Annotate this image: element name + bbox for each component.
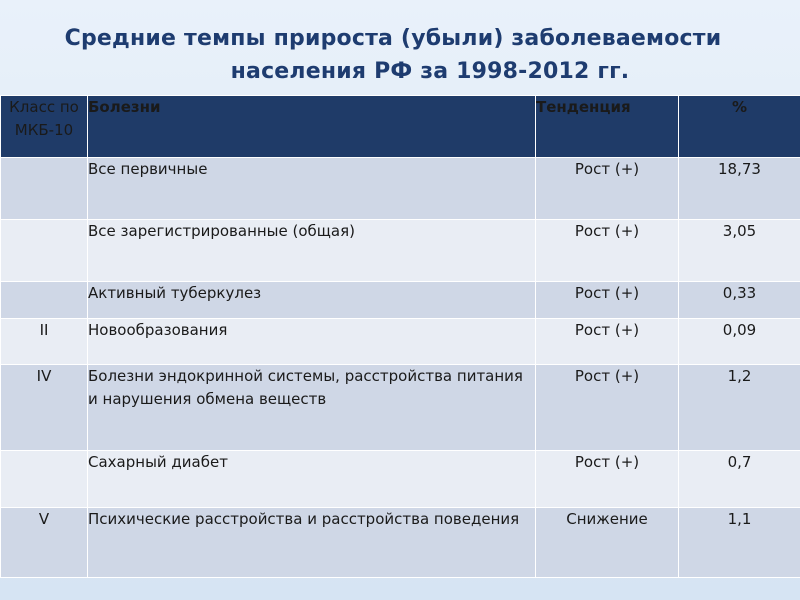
- row-disease: Болезни эндокринной системы, расстройства питания и нарушения обмена веществ: [88, 365, 536, 451]
- row-trend: Рост (+): [536, 220, 679, 282]
- title-line-1: Средние темпы прироста (убыли) заболеваемости: [64, 26, 722, 51]
- row-disease: Все первичные: [88, 158, 536, 220]
- row-trend: Рост (+): [536, 319, 679, 365]
- row-class: IV: [1, 365, 88, 451]
- header-class: Класс по МКБ-10: [1, 96, 88, 158]
- slide-title: [0, 22, 800, 88]
- row-percent: 3,05: [679, 220, 800, 282]
- table-row: [1, 220, 800, 282]
- row-percent: 1,2: [679, 365, 800, 451]
- table-row: [1, 451, 800, 508]
- row-disease: Активный туберкулез: [88, 282, 536, 319]
- row-class: V: [1, 508, 88, 578]
- row-trend: Рост (+): [536, 158, 679, 220]
- row-disease: Психические расстройства и расстройства поведения: [88, 508, 536, 578]
- row-percent: 0,33: [679, 282, 800, 319]
- row-percent: 1,1: [679, 508, 800, 578]
- header-disease: Болезни: [88, 96, 536, 158]
- morbidity-table: [0, 95, 800, 578]
- title-line-2: населения РФ за 1998-2012 гг.: [230, 59, 630, 84]
- header-percent: %: [679, 96, 800, 158]
- row-class: [1, 451, 88, 508]
- row-trend: Снижение: [536, 508, 679, 578]
- row-trend: Рост (+): [536, 365, 679, 451]
- table-row: [1, 319, 800, 365]
- row-disease: Сахарный диабет: [88, 451, 536, 508]
- row-disease: Все зарегистрированные (общая): [88, 220, 536, 282]
- row-class: II: [1, 319, 88, 365]
- row-trend: Рост (+): [536, 451, 679, 508]
- table-header-row: [1, 96, 800, 158]
- row-disease: Новообразования: [88, 319, 536, 365]
- row-class: [1, 158, 88, 220]
- table-row: [1, 158, 800, 220]
- table-row: [1, 282, 800, 319]
- table-row: [1, 508, 800, 578]
- row-percent: 0,09: [679, 319, 800, 365]
- row-percent: 18,73: [679, 158, 800, 220]
- row-class: [1, 220, 88, 282]
- row-percent: 0,7: [679, 451, 800, 508]
- table-row: [1, 365, 800, 451]
- row-class: [1, 282, 88, 319]
- header-trend: Тенденция: [536, 96, 679, 158]
- row-trend: Рост (+): [536, 282, 679, 319]
